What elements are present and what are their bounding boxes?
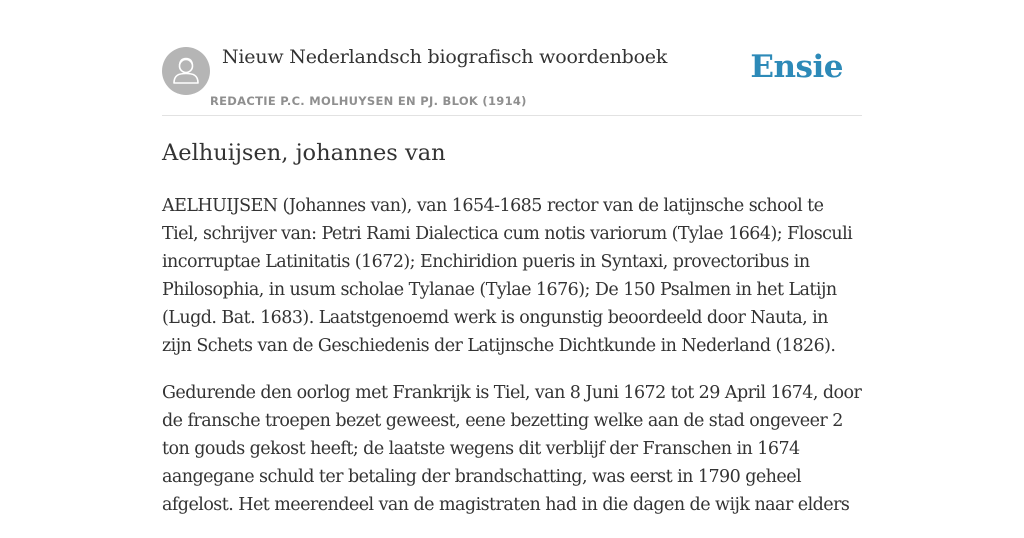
entry-body: [162, 192, 862, 538]
book-editors: REDACTIE P.C. MOLHUYSEN EN PJ. BLOK (1914): [210, 94, 527, 108]
book-title[interactable]: Nieuw Nederlandsch biografisch woordenboek: [222, 46, 668, 68]
book-header: [162, 0, 862, 116]
user-icon: [162, 47, 210, 95]
entry-title: Aelhuijsen, johannes van: [162, 140, 446, 166]
entry-paragraph: Gedurende den oorlog met Frankrijk is Tiel, van 8 Juni 1672 tot 29 April 1674, door de fransche troepen bezet geweest, eene bezetting welke aan de stad ongeveer 2 ton gouds gekost heeft; de laatste wegens dit verblijf der Franschen in 1674 aangegane schuld ter betaling der brandschatting, was eerst in 1790 geheel afgelost. Het meerendeel van de magistraten had in die dagen de wijk naar elders: [162, 383, 862, 515]
ensie-logo[interactable]: Ensie: [750, 49, 843, 85]
entry-paragraph: AELHUIJSEN (Johannes van), van 1654-1685 rector van de latijnsche school te Tiel, schrijver van: Petri Rami Dialectica cum notis variorum (Tylae 1664); Flosculi incorruptae Latinitatis (1672); Enchiridion pueris in Syntaxi, provectoribus in Philosophia, in usum scholae Tylanae (Tylae 1676); De 150 Psalmen in het Latijn (Lugd. Bat. 1683). Laatstgenoemd werk is ongunstig beoordeeld door Nauta, in zijn Schets van de Geschiedenis der Latijnsche Dichtkunde in Nederland (1826).: [162, 196, 853, 356]
right-edge-fade: [904, 430, 1024, 512]
